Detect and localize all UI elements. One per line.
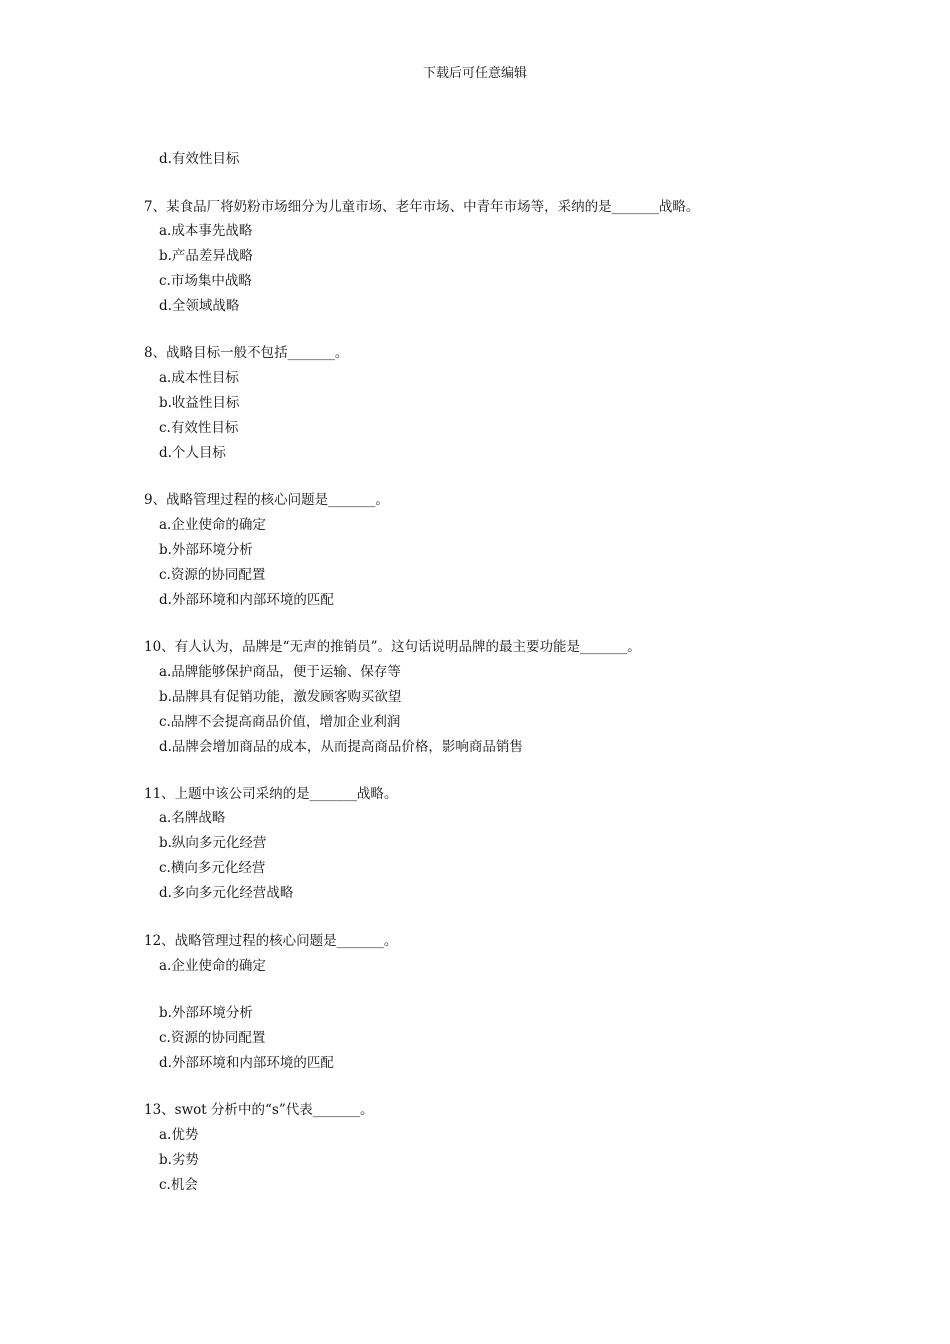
option-11a: a.名牌战略 (159, 810, 226, 826)
option-9a: a.企业使命的确定 (159, 517, 266, 533)
option-12d: d.外部环境和内部环境的匹配 (159, 1055, 334, 1071)
question-12-stem: 12、战略管理过程的核心问题是_______。 (144, 933, 398, 949)
option-8d: d.个人目标 (159, 445, 226, 461)
question-7-stem: 7、某食品厂将奶粉市场细分为儿童市场、老年市场、中青年市场等，采纳的是_______战略。 (144, 199, 700, 215)
option-8c: c.有效性目标 (159, 420, 239, 436)
option-10c: c.品牌不会提高商品价值，增加企业利润 (159, 714, 401, 730)
option-9d: d.外部环境和内部环境的匹配 (159, 592, 334, 608)
option-11c: c.横向多元化经营 (159, 860, 266, 876)
option-12c: c.资源的协同配置 (159, 1030, 266, 1046)
page-header: 下载后可任意编辑 (422, 66, 527, 81)
option-11d: d.多向多元化经营战略 (159, 885, 294, 901)
option-11b: b.纵向多元化经营 (159, 835, 267, 851)
question-10-stem: 10、有人认为，品牌是“无声的推销员”。这句话说明品牌的最主要功能是_______。 (144, 639, 641, 655)
option-7a: a.成本事先战略 (159, 223, 253, 239)
option-12a: a.企业使命的确定 (159, 958, 266, 974)
option-10d: d.品牌会增加商品的成本，从而提高商品价格，影响商品销售 (159, 739, 523, 755)
option-10b: b.品牌具有促销功能，激发顾客购买欲望 (159, 689, 402, 705)
option-13a: a.优势 (159, 1127, 199, 1143)
option-8b: b.收益性目标 (159, 395, 240, 411)
option-7c: c.市场集中战略 (159, 273, 252, 289)
option-8a: a.成本性目标 (159, 370, 239, 386)
question-11-stem: 11、上题中该公司采纳的是_______战略。 (144, 786, 398, 802)
question-9-stem: 9、战略管理过程的核心问题是_______。 (144, 492, 389, 508)
question-8-stem: 8、战略目标一般不包括_______。 (144, 345, 349, 361)
option-10a: a.品牌能够保护商品，便于运输、保存等 (159, 664, 401, 680)
question-13-stem: 13、swot 分析中的“s”代表_______。 (144, 1102, 374, 1118)
option-13c: c.机会 (159, 1177, 198, 1193)
option-9c: c.资源的协同配置 (159, 567, 266, 583)
option-6d: d.有效性目标 (159, 151, 240, 167)
option-9b: b.外部环境分析 (159, 542, 253, 558)
option-7b: b.产品差异战略 (159, 248, 253, 264)
option-7d: d.全领域战略 (159, 298, 240, 314)
option-12b: b.外部环境分析 (159, 1005, 253, 1021)
option-13b: b.劣势 (159, 1152, 199, 1168)
